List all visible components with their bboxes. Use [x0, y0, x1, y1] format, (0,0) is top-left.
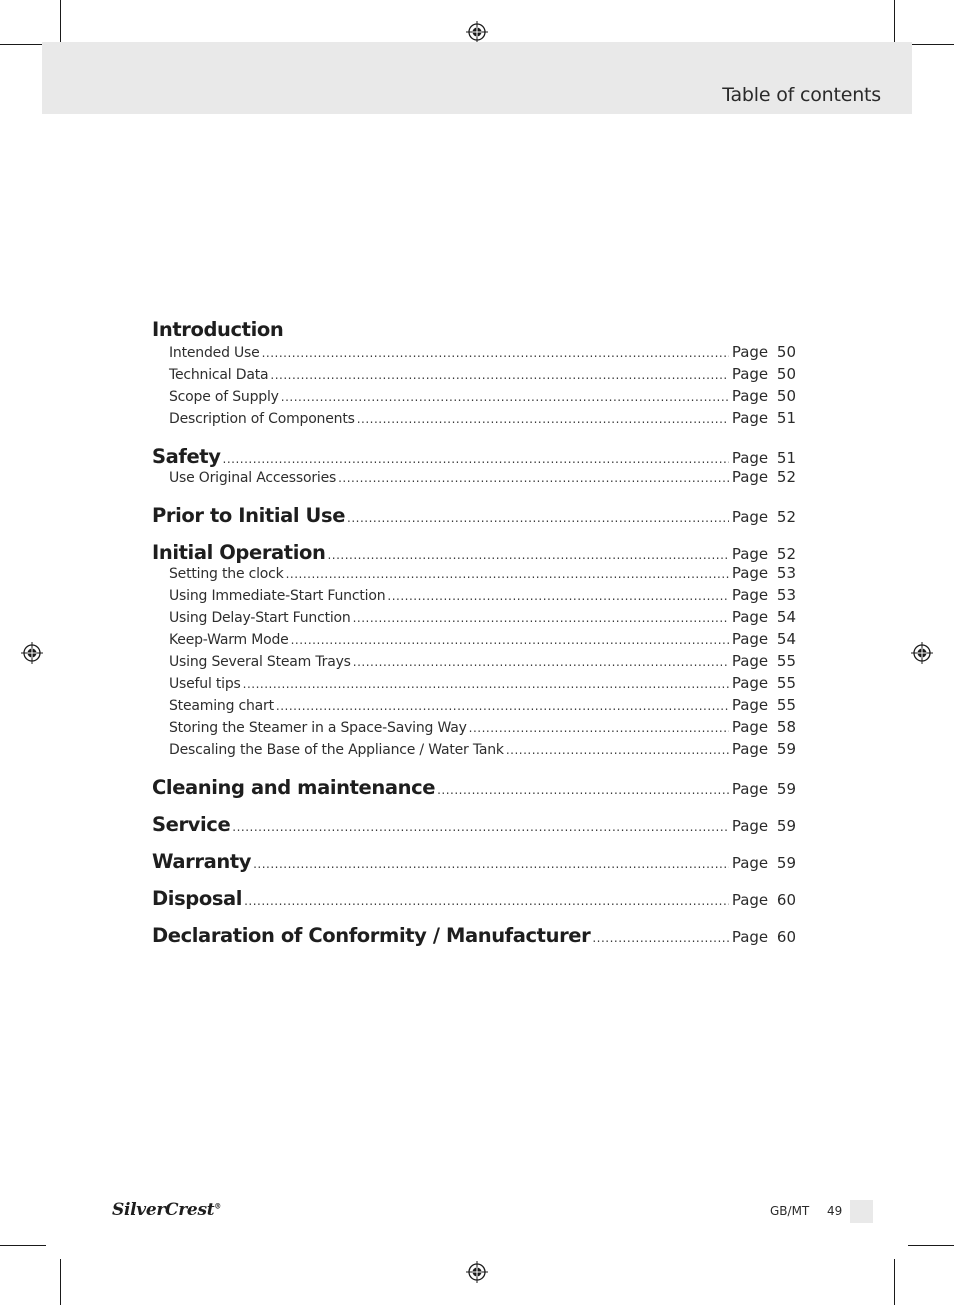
toc-page-ref: Page 59	[731, 780, 796, 798]
dot-leader	[347, 511, 729, 525]
toc-page-ref: Page 55	[731, 674, 796, 692]
toc-section	[152, 813, 796, 836]
crop-mark	[894, 0, 895, 46]
toc-page-ref: Page 50	[731, 365, 796, 383]
toc-page-ref: Page 54	[731, 630, 796, 648]
toc-page-ref: Page 54	[731, 608, 796, 626]
dot-leader	[286, 567, 729, 581]
toc-page-ref: Page 59	[731, 740, 796, 758]
toc-section	[152, 445, 796, 490]
toc-entry-label: Storing the Steamer in a Space-Saving Way	[169, 720, 467, 736]
crop-mark	[0, 1245, 46, 1246]
toc-heading-row[interactable]	[152, 445, 796, 468]
dot-leader	[592, 931, 728, 945]
toc-entry-row[interactable]	[152, 740, 796, 762]
toc-entry-label: Scope of Supply	[169, 389, 279, 405]
toc-heading-row[interactable]	[152, 541, 796, 564]
toc-section	[152, 318, 796, 431]
table-of-contents	[152, 318, 796, 961]
dot-leader	[357, 412, 729, 426]
toc-heading-label: Declaration of Conformity / Manufacturer	[152, 924, 591, 947]
page-title: Table of contents	[722, 84, 881, 106]
toc-entry-row[interactable]	[152, 586, 796, 608]
brand-logo	[112, 1200, 221, 1220]
toc-entry-row[interactable]	[152, 564, 796, 586]
dot-leader	[338, 471, 729, 485]
dot-leader	[276, 699, 729, 713]
crop-mark	[0, 44, 46, 45]
toc-page-ref: Page 50	[731, 343, 796, 361]
toc-heading-row[interactable]	[152, 887, 796, 910]
dot-leader	[223, 452, 729, 466]
toc-page-ref: Page 60	[731, 891, 796, 909]
toc-heading-row[interactable]	[152, 504, 796, 527]
dot-leader	[243, 677, 729, 691]
toc-entry-row[interactable]	[152, 365, 796, 387]
toc-entry-row[interactable]	[152, 630, 796, 652]
dot-leader	[387, 589, 728, 603]
toc-entry-row[interactable]	[152, 409, 796, 431]
dot-leader	[253, 857, 729, 871]
toc-page-ref: Page 53	[731, 586, 796, 604]
toc-entry-row[interactable]	[152, 652, 796, 674]
toc-heading-label: Disposal	[152, 887, 243, 910]
registration-mark-icon	[21, 642, 43, 664]
dot-leader	[506, 743, 729, 757]
crop-mark	[908, 1245, 954, 1246]
toc-entry-row[interactable]	[152, 387, 796, 409]
toc-page-ref: Page 52	[731, 468, 796, 486]
toc-heading-label: Prior to Initial Use	[152, 504, 346, 527]
toc-section	[152, 887, 796, 910]
toc-entry-row[interactable]	[152, 696, 796, 718]
toc-heading-row[interactable]	[152, 318, 796, 343]
toc-section	[152, 850, 796, 873]
toc-entry-label: Use Original Accessories	[169, 470, 337, 486]
registration-mark-icon	[911, 642, 933, 664]
toc-heading-label: Warranty	[152, 850, 252, 873]
toc-page-ref: Page 51	[731, 449, 796, 467]
toc-section	[152, 541, 796, 762]
toc-page-ref: Page 50	[731, 387, 796, 405]
toc-page-ref: Page 58	[731, 718, 796, 736]
toc-page-ref: Page 60	[731, 928, 796, 946]
brand-name: SilverCrest	[112, 1200, 215, 1220]
brand-registered-mark: ®	[214, 1201, 221, 1211]
crop-mark	[60, 0, 61, 46]
dot-leader	[327, 548, 728, 562]
crop-mark	[894, 1259, 895, 1305]
toc-entry-label: Using Delay-Start Function	[169, 610, 351, 626]
dot-leader	[244, 894, 729, 908]
dot-leader	[281, 390, 729, 404]
toc-entry-row[interactable]	[152, 343, 796, 365]
toc-section	[152, 776, 796, 799]
toc-heading-label: Introduction	[152, 318, 284, 341]
dot-leader	[291, 633, 729, 647]
crop-mark	[60, 1259, 61, 1305]
toc-entry-label: Using Immediate-Start Function	[169, 588, 386, 604]
registration-mark-icon	[466, 21, 488, 43]
dot-leader	[270, 368, 728, 382]
toc-entry-label: Intended Use	[169, 345, 260, 361]
toc-entry-label: Setting the clock	[169, 566, 284, 582]
toc-section	[152, 924, 796, 947]
toc-heading-label: Initial Operation	[152, 541, 326, 564]
toc-entry-row[interactable]	[152, 468, 796, 490]
toc-entry-label: Description of Components	[169, 411, 355, 427]
toc-page-ref: Page 55	[731, 696, 796, 714]
registration-mark-icon	[466, 1261, 488, 1283]
toc-entry-row[interactable]	[152, 608, 796, 630]
page-number-tab	[850, 1200, 873, 1223]
toc-entry-label: Using Several Steam Trays	[169, 654, 351, 670]
toc-entry-label: Keep-Warm Mode	[169, 632, 289, 648]
toc-page-ref: Page 53	[731, 564, 796, 582]
toc-entry-label: Steaming chart	[169, 698, 274, 714]
toc-page-ref: Page 52	[731, 545, 796, 563]
crop-mark	[908, 44, 954, 45]
toc-page-ref: Page 55	[731, 652, 796, 670]
dot-leader	[232, 820, 729, 834]
toc-section	[152, 504, 796, 527]
dot-leader	[262, 346, 729, 360]
toc-entry-row[interactable]	[152, 718, 796, 740]
toc-entry-row[interactable]	[152, 674, 796, 696]
toc-heading-row[interactable]	[152, 924, 796, 947]
dot-leader	[437, 783, 729, 797]
language-code: GB/MT	[770, 1204, 810, 1218]
toc-entry-label: Useful tips	[169, 676, 241, 692]
toc-page-ref: Page 59	[731, 854, 796, 872]
toc-heading-label: Service	[152, 813, 231, 836]
dot-leader	[353, 655, 729, 669]
toc-heading-row[interactable]	[152, 776, 796, 799]
dot-leader	[353, 611, 729, 625]
dot-leader	[469, 721, 729, 735]
toc-page-ref: Page 59	[731, 817, 796, 835]
toc-heading-row[interactable]	[152, 813, 796, 836]
toc-heading-row[interactable]	[152, 850, 796, 873]
toc-entry-label: Descaling the Base of the Appliance / Water Tank	[169, 742, 504, 758]
page-number: 49	[827, 1204, 843, 1218]
toc-page-ref: Page 52	[731, 508, 796, 526]
toc-entry-label: Technical Data	[169, 367, 269, 383]
toc-heading-label: Safety	[152, 445, 221, 468]
toc-heading-label: Cleaning and maintenance	[152, 776, 436, 799]
toc-page-ref: Page 51	[731, 409, 796, 427]
